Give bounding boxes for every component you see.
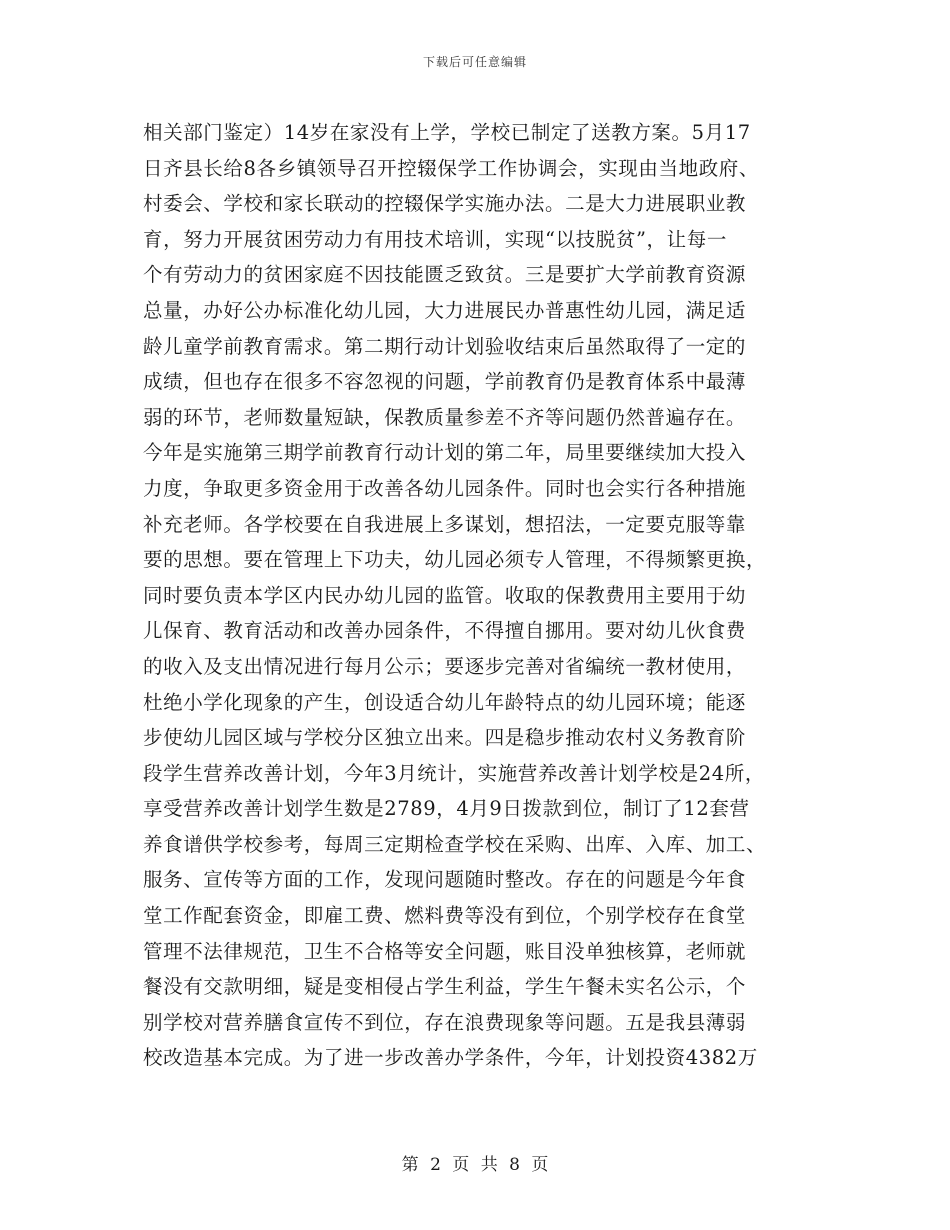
text-line: 成绩，但也存在很多不容忽视的问题，学前教育仍是教育体系中最薄 bbox=[143, 370, 747, 394]
document-body bbox=[143, 115, 823, 1076]
text-line: 力度，争取更多资金用于改善各幼儿园条件。同时也会实行各种措施 bbox=[143, 476, 747, 500]
text-line: 儿保育、教育活动和改善办园条件，不得擅自挪用。要对幼儿伙食费 bbox=[143, 619, 747, 643]
text-line: 日齐县长给8各乡镇领导召开控辍保学工作协调会，实现由当地政府、 bbox=[143, 156, 760, 180]
text-line: 堂工作配套资金，即雇工费、燃料费等没有到位，个别学校存在食堂 bbox=[143, 904, 747, 928]
text-line: 餐没有交款明细，疑是变相侵占学生利益，学生午餐未实名公示，个 bbox=[143, 975, 747, 999]
text-line: 相关部门鉴定）14岁在家没有上学，学校已制定了送教方案。5月17 bbox=[143, 121, 751, 144]
page-header: 下载后可任意编辑 bbox=[422, 55, 527, 69]
text-line: 村委会、学校和家长联动的控辍保学实施办法。二是大力进展职业教 bbox=[143, 192, 747, 216]
text-line: 别学校对营养膳食宣传不到位，存在浪费现象等问题。五是我县薄弱 bbox=[143, 1010, 747, 1034]
text-line: 龄儿童学前教育需求。第二期行动计划验收结束后虽然取得了一定的 bbox=[143, 334, 747, 358]
text-line: 今年是实施第三期学前教育行动计划的第二年，局里要继续加大投入 bbox=[143, 441, 747, 465]
text-line: 同时要负责本学区内民办幼儿园的监管。收取的保教费用主要用于幼 bbox=[143, 583, 747, 607]
text-line: 的收入及支出情况进行每月公示；要逐步完善对省编统一教材使用， bbox=[143, 654, 747, 678]
text-line: 享受营养改善计划学生数是2789，4月9日拨款到位，制订了12套营 bbox=[143, 797, 750, 821]
text-line: 服务、宣传等方面的工作，发现问题随时整改。存在的问题是今年食 bbox=[143, 868, 747, 892]
text-line: 步使幼儿园区域与学校分区独立出来。四是稳步推动农村义务教育阶 bbox=[143, 726, 747, 750]
text-line: 总量，办好公办标准化幼儿园，大力进展民办普惠性幼儿园，满足适 bbox=[143, 298, 747, 322]
text-line: 育，努力开展贫困劳动力有用技术培训，实现“以技脱贫”，让每一 bbox=[143, 227, 727, 251]
text-line: 杜绝小学化现象的产生，创设适合幼儿年龄特点的幼儿园环境；能逐 bbox=[143, 690, 747, 714]
text-line: 个有劳动力的贫困家庭不因技能匮乏致贫。三是要扩大学前教育资源 bbox=[143, 263, 747, 287]
text-line: 弱的环节，老师数量短缺，保教质量参差不齐等问题仍然普遍存在。 bbox=[143, 405, 747, 429]
text-line: 校改造基本完成。为了进一步改善办学条件，今年，计划投资4382万 bbox=[143, 1046, 758, 1070]
text-line: 养食谱供学校参考，每周三定期检查学校在采购、出库、入库、加工、 bbox=[143, 832, 767, 856]
text-line: 管理不法律规范，卫生不合格等安全问题，账目没单独核算，老师就 bbox=[143, 939, 747, 963]
text-line: 补充老师。各学校要在自我进展上多谋划，想招法，一定要克服等靠 bbox=[143, 512, 747, 536]
text-line: 要的思想。要在管理上下功夫，幼儿园必须专人管理，不得频繁更换， bbox=[143, 548, 767, 572]
page-number-footer: 第 2 页 共 8 页 bbox=[401, 1155, 549, 1175]
text-line: 段学生营养改善计划，今年3月统计，实施营养改善计划学校是24所， bbox=[143, 761, 765, 785]
